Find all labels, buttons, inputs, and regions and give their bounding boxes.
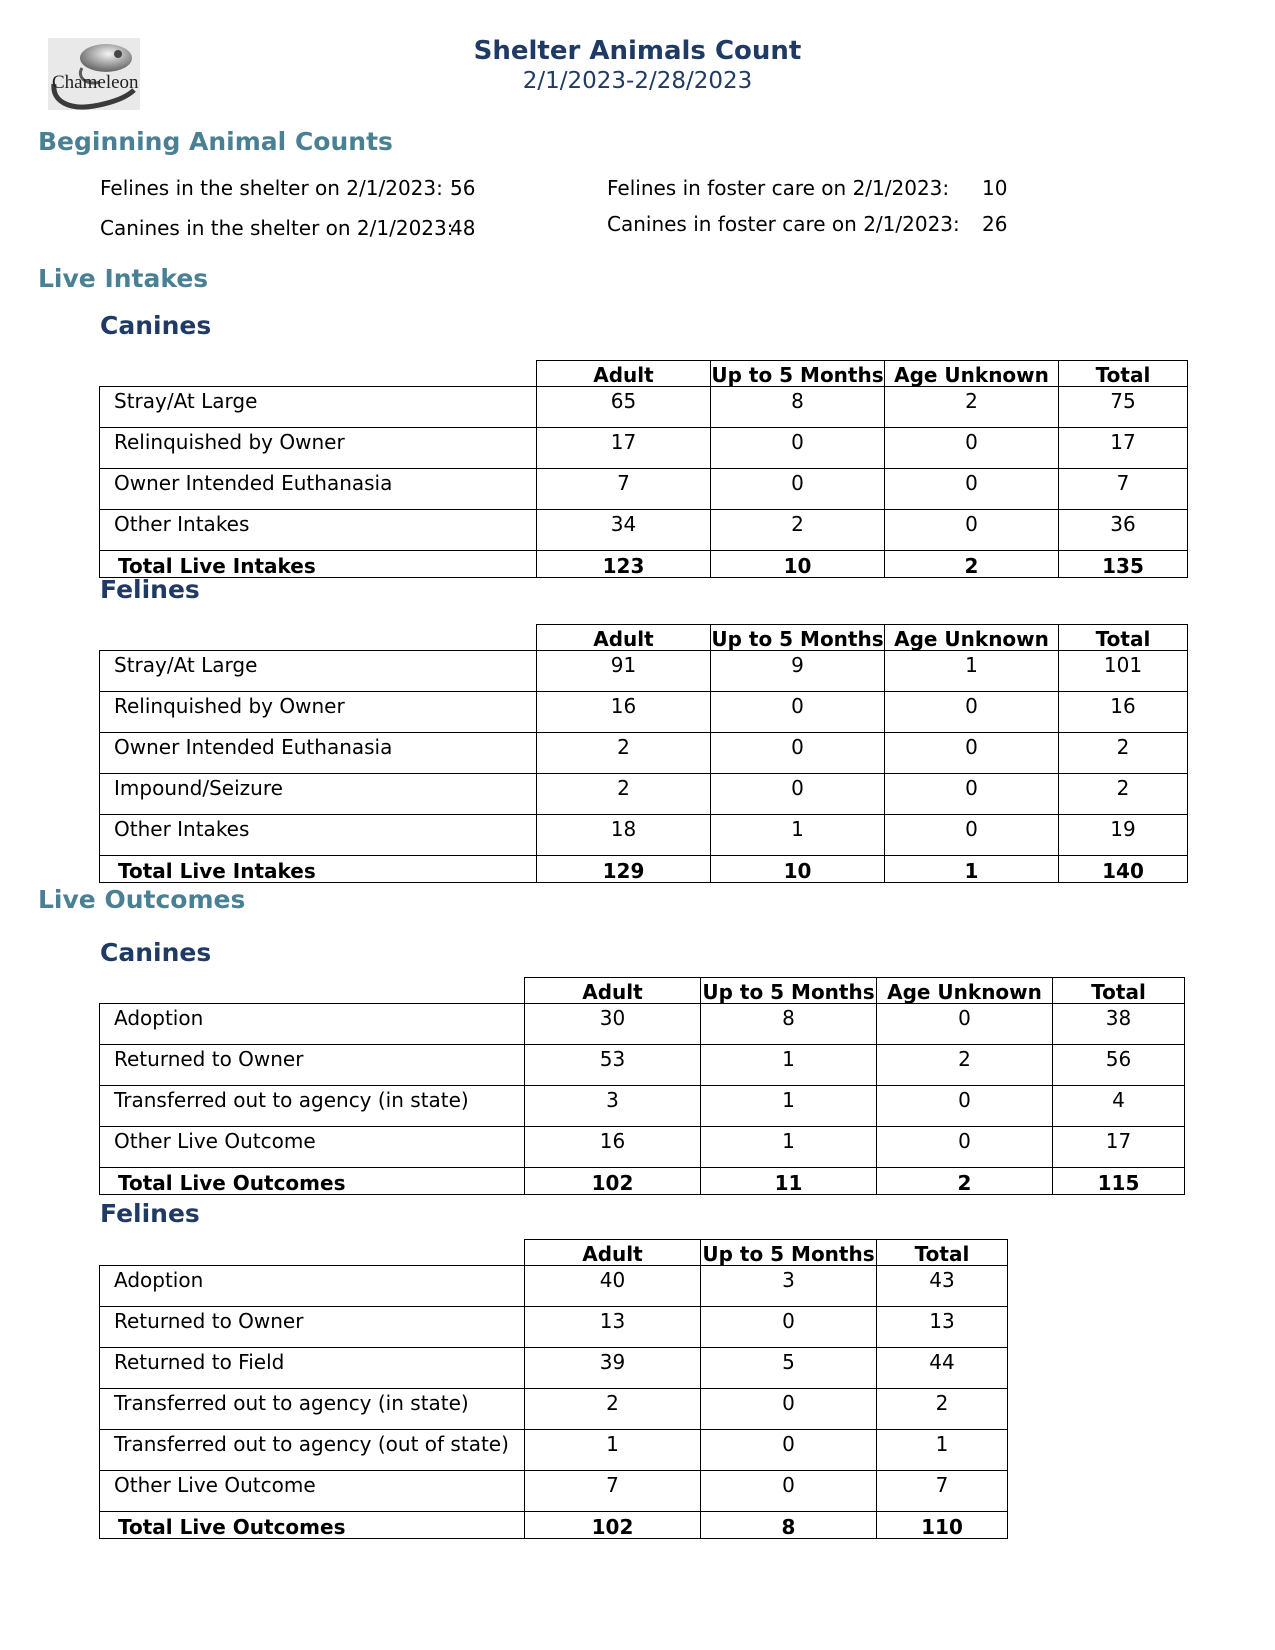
table-cell: 0 bbox=[885, 692, 1059, 733]
canines-foster-value: 26 bbox=[982, 212, 1008, 236]
table-cell: 0 bbox=[701, 1389, 877, 1430]
table-cell: 13 bbox=[525, 1307, 701, 1348]
column-header: Up to 5 Months bbox=[701, 978, 877, 1004]
table-cell: 101 bbox=[1059, 651, 1188, 692]
felines-foster-value: 10 bbox=[982, 176, 1008, 200]
column-header: Adult bbox=[537, 361, 711, 387]
table-cell: 17 bbox=[537, 428, 711, 469]
table-cell: 0 bbox=[885, 815, 1059, 856]
logo-text: Chameleon bbox=[52, 72, 139, 93]
table-cell: 91 bbox=[537, 651, 711, 692]
total-cell: 8 bbox=[701, 1512, 877, 1539]
table-cell: 2 bbox=[877, 1045, 1053, 1086]
header-spacer bbox=[100, 1240, 525, 1266]
total-cell: 2 bbox=[877, 1168, 1053, 1195]
section-heading-beginning-counts: Beginning Animal Counts bbox=[38, 127, 393, 156]
column-header: Age Unknown bbox=[885, 361, 1059, 387]
table-cell: 2 bbox=[537, 733, 711, 774]
table-row bbox=[100, 1307, 1008, 1348]
table-row bbox=[100, 1045, 1185, 1086]
table-row bbox=[100, 1004, 1185, 1045]
table-row bbox=[100, 1086, 1185, 1127]
row-label: Stray/At Large bbox=[100, 387, 537, 428]
table-cell: 2 bbox=[1059, 733, 1188, 774]
table-total-row bbox=[100, 1512, 1008, 1539]
table-row bbox=[100, 815, 1188, 856]
column-header: Total bbox=[1053, 978, 1185, 1004]
section-heading-live-intakes: Live Intakes bbox=[38, 264, 209, 293]
table-header-row bbox=[100, 978, 1185, 1004]
table-cell: 0 bbox=[711, 428, 885, 469]
row-label: Adoption bbox=[100, 1004, 525, 1045]
table-total-row bbox=[100, 1168, 1185, 1195]
total-cell: 140 bbox=[1059, 856, 1188, 883]
column-header: Total bbox=[1059, 361, 1188, 387]
header-spacer bbox=[100, 625, 537, 651]
table-total-row bbox=[100, 856, 1188, 883]
subheading-intakes-canines: Canines bbox=[100, 311, 212, 340]
table-row bbox=[100, 510, 1188, 551]
total-cell: 102 bbox=[525, 1168, 701, 1195]
page-title: Shelter Animals Count bbox=[473, 36, 802, 66]
row-label: Stray/At Large bbox=[100, 651, 537, 692]
total-cell: 2 bbox=[885, 551, 1059, 578]
table-cell: 53 bbox=[525, 1045, 701, 1086]
total-label: Total Live Outcomes bbox=[100, 1168, 525, 1195]
table-header-row bbox=[100, 1240, 1008, 1266]
canines-foster-label: Canines in foster care on 2/1/2023: bbox=[607, 212, 960, 236]
table-row bbox=[100, 651, 1188, 692]
table-cell: 1 bbox=[701, 1086, 877, 1127]
table-cell: 17 bbox=[1053, 1127, 1185, 1168]
column-header: Up to 5 Months bbox=[711, 361, 885, 387]
table-cell: 7 bbox=[525, 1471, 701, 1512]
table-row bbox=[100, 1389, 1008, 1430]
table-cell: 5 bbox=[701, 1348, 877, 1389]
total-cell: 129 bbox=[537, 856, 711, 883]
total-label: Total Live Intakes bbox=[100, 551, 537, 578]
table-cell: 1 bbox=[701, 1127, 877, 1168]
row-label: Returned to Owner bbox=[100, 1307, 525, 1348]
table-cell: 0 bbox=[885, 733, 1059, 774]
table-cell: 2 bbox=[885, 387, 1059, 428]
table-cell: 8 bbox=[711, 387, 885, 428]
table-cell: 1 bbox=[885, 651, 1059, 692]
table-cell: 19 bbox=[1059, 815, 1188, 856]
column-header: Adult bbox=[537, 625, 711, 651]
canines-shelter-value: 48 bbox=[450, 216, 476, 240]
total-cell: 115 bbox=[1053, 1168, 1185, 1195]
column-header: Total bbox=[877, 1240, 1008, 1266]
table-cell: 1 bbox=[525, 1430, 701, 1471]
felines-foster-label: Felines in foster care on 2/1/2023: bbox=[607, 176, 950, 200]
table-cell: 75 bbox=[1059, 387, 1188, 428]
table-cell: 56 bbox=[1053, 1045, 1185, 1086]
row-label: Transferred out to agency (in state) bbox=[100, 1086, 525, 1127]
row-label: Returned to Field bbox=[100, 1348, 525, 1389]
table-cell: 0 bbox=[885, 774, 1059, 815]
subheading-intakes-felines: Felines bbox=[100, 575, 200, 604]
table-cell: 16 bbox=[1059, 692, 1188, 733]
column-header: Age Unknown bbox=[885, 625, 1059, 651]
total-cell: 1 bbox=[885, 856, 1059, 883]
column-header: Age Unknown bbox=[877, 978, 1053, 1004]
table-row bbox=[100, 692, 1188, 733]
subheading-outcomes-canines: Canines bbox=[100, 938, 212, 967]
table-cell: 7 bbox=[1059, 469, 1188, 510]
table-row bbox=[100, 1430, 1008, 1471]
table-cell: 0 bbox=[885, 469, 1059, 510]
table-cell: 17 bbox=[1059, 428, 1188, 469]
table-cell: 8 bbox=[701, 1004, 877, 1045]
row-label: Owner Intended Euthanasia bbox=[100, 469, 537, 510]
table-row bbox=[100, 733, 1188, 774]
felines-shelter-label: Felines in the shelter on 2/1/2023: bbox=[100, 176, 443, 200]
section-heading-live-outcomes: Live Outcomes bbox=[38, 885, 246, 914]
total-cell: 102 bbox=[525, 1512, 701, 1539]
table-cell: 9 bbox=[711, 651, 885, 692]
row-label: Transferred out to agency (in state) bbox=[100, 1389, 525, 1430]
table-cell: 34 bbox=[537, 510, 711, 551]
column-header: Up to 5 Months bbox=[701, 1240, 877, 1266]
table-row bbox=[100, 428, 1188, 469]
table-cell: 2 bbox=[711, 510, 885, 551]
table-cell: 0 bbox=[877, 1086, 1053, 1127]
total-cell: 10 bbox=[711, 551, 885, 578]
header-spacer bbox=[100, 978, 525, 1004]
table-outcomes-felines bbox=[99, 1239, 1008, 1539]
table-cell: 18 bbox=[537, 815, 711, 856]
row-label: Other Intakes bbox=[100, 815, 537, 856]
table-cell: 40 bbox=[525, 1266, 701, 1307]
table-cell: 7 bbox=[877, 1471, 1008, 1512]
total-cell: 135 bbox=[1059, 551, 1188, 578]
column-header: Up to 5 Months bbox=[711, 625, 885, 651]
table-cell: 0 bbox=[701, 1430, 877, 1471]
table-row bbox=[100, 469, 1188, 510]
row-label: Transferred out to agency (out of state) bbox=[100, 1430, 525, 1471]
table-header-row bbox=[100, 625, 1188, 651]
table-cell: 2 bbox=[525, 1389, 701, 1430]
date-range: 2/1/2023-2/28/2023 bbox=[522, 68, 753, 94]
table-cell: 0 bbox=[885, 428, 1059, 469]
table-cell: 1 bbox=[877, 1430, 1008, 1471]
row-label: Impound/Seizure bbox=[100, 774, 537, 815]
table-cell: 2 bbox=[877, 1389, 1008, 1430]
table-cell: 0 bbox=[711, 774, 885, 815]
table-intakes-felines bbox=[99, 624, 1188, 883]
table-cell: 38 bbox=[1053, 1004, 1185, 1045]
table-cell: 1 bbox=[701, 1045, 877, 1086]
table-cell: 1 bbox=[711, 815, 885, 856]
table-cell: 44 bbox=[877, 1348, 1008, 1389]
total-label: Total Live Outcomes bbox=[100, 1512, 525, 1539]
table-row bbox=[100, 774, 1188, 815]
table-cell: 16 bbox=[537, 692, 711, 733]
column-header: Adult bbox=[525, 978, 701, 1004]
table-row bbox=[100, 1471, 1008, 1512]
table-cell: 65 bbox=[537, 387, 711, 428]
table-header-row bbox=[100, 361, 1188, 387]
table-cell: 0 bbox=[701, 1471, 877, 1512]
table-cell: 0 bbox=[711, 733, 885, 774]
table-cell: 7 bbox=[537, 469, 711, 510]
column-header: Adult bbox=[525, 1240, 701, 1266]
row-label: Relinquished by Owner bbox=[100, 692, 537, 733]
table-outcomes-canines bbox=[99, 977, 1185, 1195]
total-cell: 10 bbox=[711, 856, 885, 883]
total-label: Total Live Intakes bbox=[100, 856, 537, 883]
subheading-outcomes-felines: Felines bbox=[100, 1199, 200, 1228]
table-cell: 16 bbox=[525, 1127, 701, 1168]
row-label: Owner Intended Euthanasia bbox=[100, 733, 537, 774]
table-total-row bbox=[100, 551, 1188, 578]
table-cell: 30 bbox=[525, 1004, 701, 1045]
table-cell: 0 bbox=[701, 1307, 877, 1348]
table-cell: 36 bbox=[1059, 510, 1188, 551]
table-cell: 0 bbox=[711, 692, 885, 733]
table-row bbox=[100, 1266, 1008, 1307]
table-cell: 2 bbox=[1059, 774, 1188, 815]
table-cell: 0 bbox=[885, 510, 1059, 551]
row-label: Relinquished by Owner bbox=[100, 428, 537, 469]
felines-shelter-value: 56 bbox=[450, 176, 476, 200]
column-header: Total bbox=[1059, 625, 1188, 651]
row-label: Other Intakes bbox=[100, 510, 537, 551]
table-cell: 3 bbox=[701, 1266, 877, 1307]
row-label: Other Live Outcome bbox=[100, 1471, 525, 1512]
total-cell: 123 bbox=[537, 551, 711, 578]
row-label: Adoption bbox=[100, 1266, 525, 1307]
table-row bbox=[100, 387, 1188, 428]
table-intakes-canines bbox=[99, 360, 1188, 578]
table-cell: 43 bbox=[877, 1266, 1008, 1307]
table-cell: 4 bbox=[1053, 1086, 1185, 1127]
row-label: Returned to Owner bbox=[100, 1045, 525, 1086]
table-cell: 0 bbox=[877, 1127, 1053, 1168]
table-row bbox=[100, 1348, 1008, 1389]
table-cell: 3 bbox=[525, 1086, 701, 1127]
table-cell: 0 bbox=[711, 469, 885, 510]
table-cell: 13 bbox=[877, 1307, 1008, 1348]
table-cell: 2 bbox=[537, 774, 711, 815]
header-spacer bbox=[100, 361, 537, 387]
table-cell: 0 bbox=[877, 1004, 1053, 1045]
total-cell: 11 bbox=[701, 1168, 877, 1195]
table-row bbox=[100, 1127, 1185, 1168]
table-cell: 39 bbox=[525, 1348, 701, 1389]
canines-shelter-label: Canines in the shelter on 2/1/2023: bbox=[100, 216, 454, 240]
row-label: Other Live Outcome bbox=[100, 1127, 525, 1168]
total-cell: 110 bbox=[877, 1512, 1008, 1539]
